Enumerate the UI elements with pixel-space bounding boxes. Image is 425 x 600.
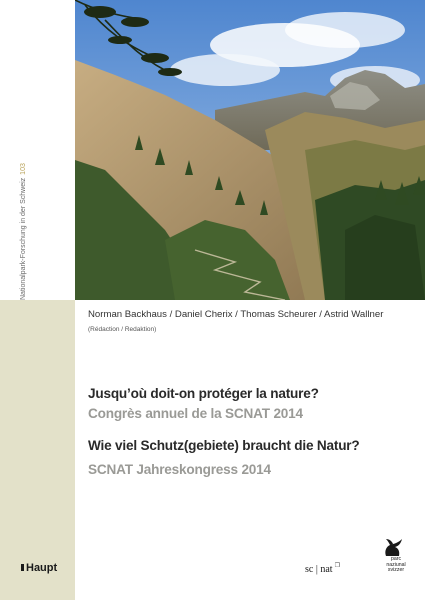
title-german: Wie viel Schutz(gebiete) braucht die Natur? xyxy=(88,438,360,453)
publisher-name: Haupt xyxy=(26,562,58,574)
subtitle-german: SCNAT Jahreskongress 2014 xyxy=(88,462,271,477)
ibex-logo-icon xyxy=(378,538,408,558)
cover-photo xyxy=(75,0,425,300)
scnat-logo-text: sc | nat xyxy=(305,564,333,575)
series-text: Nationalpark-Forschung in der Schweiz xyxy=(20,177,27,300)
publisher-logo xyxy=(21,562,57,574)
spine-color-band xyxy=(0,300,75,600)
parc-line-1: parc xyxy=(390,556,402,562)
scnat-mark-icon: ❐ xyxy=(334,563,340,569)
subtitle-french: Congrès annuel de la SCNAT 2014 xyxy=(88,406,303,421)
scnat-logo xyxy=(305,562,340,575)
parc-line-3: svizzer xyxy=(387,567,405,574)
mountain-valley-larch-forest-photo xyxy=(75,0,425,300)
series-number: 103 xyxy=(20,163,27,175)
parc-naziunal-logo xyxy=(372,557,420,574)
editor-role: (Rédaction / Redaktion) xyxy=(88,326,157,333)
parc-line-2: naziunal xyxy=(386,561,406,568)
series-title xyxy=(20,163,27,300)
author-list: Norman Backhaus / Daniel Cherix / Thomas Scheurer / Astrid Wallner xyxy=(88,309,384,320)
title-french: Jusqu’où doit-on protéger la nature? xyxy=(88,386,319,401)
publisher-mark-icon xyxy=(21,564,24,571)
